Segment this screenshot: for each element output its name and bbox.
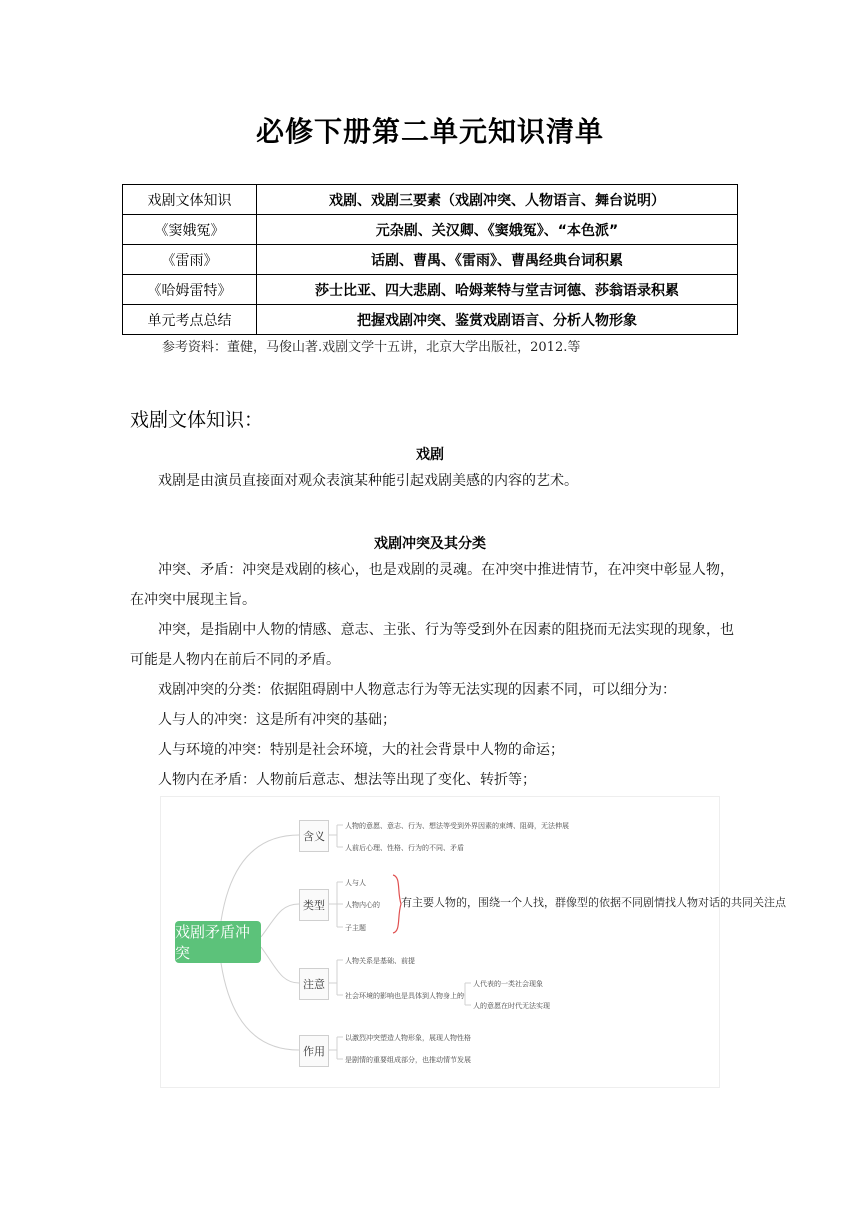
table-cell-topic: 戏剧文体知识 [123,185,257,215]
table-row [123,305,738,335]
table-row [123,245,738,275]
mindmap-image [160,796,786,1088]
table-cell-content: 戏剧、戏剧三要素（戏剧冲突、人物语言、舞台说明） [257,185,738,215]
paragraph: 人与人的冲突：这是所有冲突的基础； [158,712,396,728]
mindmap-leaf: 人物内心的 [345,901,380,909]
table-row [123,275,738,305]
paragraph: 人物内在矛盾：人物前后意志、想法等出现了变化、转折等； [158,772,536,788]
mindmap-leaf: 人的意愿在时代无法实现 [473,1002,550,1010]
mindmap-type-note: 有主要人物的，围绕一个人找，群像型的依据不同剧情找人物对话的共同关注点 [401,896,786,909]
subheading-drama: 戏剧 [416,447,444,463]
paragraph: 戏剧冲突的分类：依据阻碍剧中人物意志行为等无法实现的因素不同，可以细分为： [158,682,676,698]
table-cell-topic: 《哈姆雷特》 [123,275,257,305]
mindmap-leaf: 人前后心理、性格、行为的不同、矛盾 [345,844,464,852]
reference-note: 参考资料：董健，马俊山著.戏剧文学十五讲，北京大学出版社，2012.等 [162,340,581,355]
table-row [123,215,738,245]
table-row [123,185,738,215]
mindmap-leaf: 以激烈冲突塑造人物形象，展现人物性格 [345,1034,471,1042]
mindmap-leaf: 人代表的一类社会现象 [473,980,543,988]
paragraph: 冲突，是指剧中人物的情感、意志、主张、行为等受到外在因素的阻挠而无法实现的现象，也可能是人物内在前后不同的矛盾。 [130,622,734,668]
table-cell-content: 莎士比亚、四大悲剧、哈姆莱特与堂吉诃德、莎翁语录积累 [257,275,738,305]
page-title: 必修下册第二单元知识清单 [255,115,604,148]
mindmap-branch-notice: 注意 [299,968,329,1000]
table-cell-content: 元杂剧、关汉卿、《窦娥冤》、“本色派” [257,215,738,245]
table-cell-content: 话剧、曹禺、《雷雨》、曹禺经典台词积累 [257,245,738,275]
mindmap-branch-type: 类型 [299,889,329,921]
mindmap-leaf: 是剧情的重要组成部分，也推动情节发展 [345,1056,471,1064]
summary-table [122,184,738,335]
section-heading: 戏剧文体知识： [130,409,264,431]
subheading-conflict: 戏剧冲突及其分类 [374,536,486,552]
mindmap-center-node: 戏剧矛盾冲突 [175,921,261,963]
mindmap-branch-function: 作用 [299,1035,329,1067]
paragraph: 人与环境的冲突：特别是社会环境，大的社会背景中人物的命运； [158,742,564,758]
table-cell-topic: 《雷雨》 [123,245,257,275]
mindmap-leaf: 人与人 [345,879,366,887]
mindmap-leaf: 人物关系是基础、前提 [345,957,415,965]
mindmap-branch-meaning: 含义 [299,820,329,852]
mindmap-leaf: 子主题 [345,924,366,932]
paragraph: 冲突、矛盾：冲突是戏剧的核心，也是戏剧的灵魂。在冲突中推进情节，在冲突中彰显人物，在冲突中展现主旨。 [130,562,734,608]
mindmap-leaf: 社会环境的影响也是具体到人物身上的 [345,992,464,1000]
table-cell-content: 把握戏剧冲突、鉴赏戏剧语言、分析人物形象 [257,305,738,335]
paragraph-drama-definition: 戏剧是由演员直接面对观众表演某种能引起戏剧美感的内容的艺术。 [158,473,578,489]
table-cell-topic: 单元考点总结 [123,305,257,335]
table-cell-topic: 《窦娥冤》 [123,215,257,245]
mindmap-leaf: 人物的意愿、意志、行为、想法等受到外界因素的束缚、阻碍，无法伸展 [345,822,569,830]
